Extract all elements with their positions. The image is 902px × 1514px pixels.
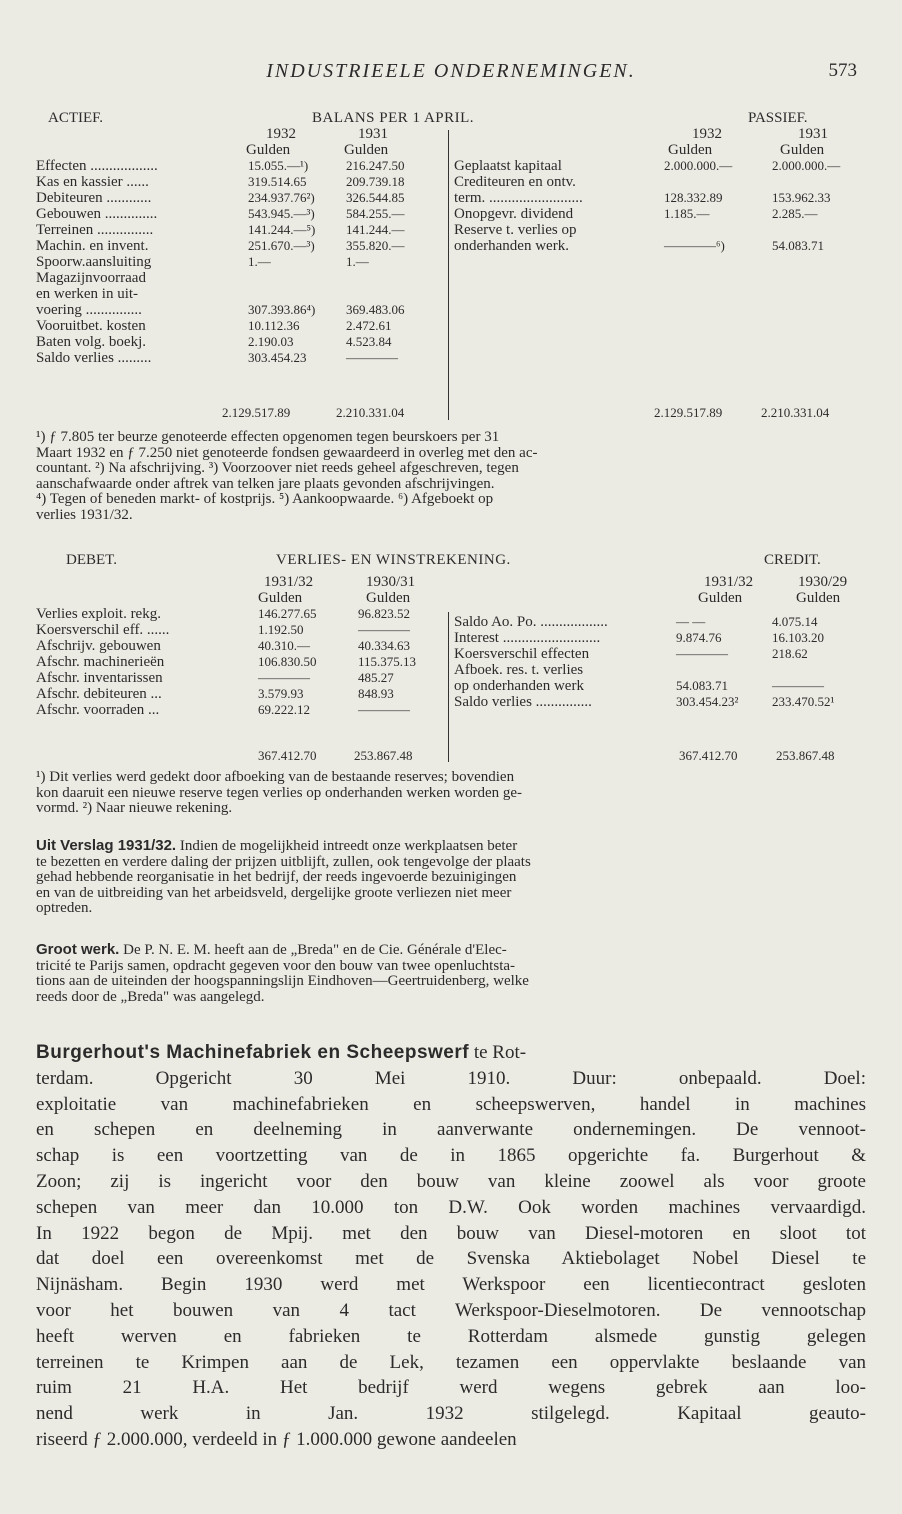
table-row xyxy=(454,158,866,174)
value-1931: 326.544.85 xyxy=(346,190,405,205)
value-1930-31: ———— xyxy=(358,622,410,637)
value-1932: 1.185.— xyxy=(664,206,710,221)
row-label: Onopgevr. dividend xyxy=(454,206,574,222)
value-1931: 355.820.— xyxy=(346,238,405,253)
table-row xyxy=(36,270,866,286)
value-1931-32: ———— xyxy=(258,670,310,685)
value-1932: 307.393.86⁴) xyxy=(248,302,316,317)
balance-totals-row xyxy=(36,405,866,421)
table-row xyxy=(454,646,866,662)
row-label: Vooruitbet. kosten xyxy=(36,318,146,334)
currency-row xyxy=(36,142,866,158)
value-1931: 153.962.33 xyxy=(772,190,831,205)
value-1931: 54.083.71 xyxy=(772,238,824,253)
row-label: Kas en kassier ...... xyxy=(36,174,149,190)
table-row xyxy=(454,174,866,190)
value-1930-31: ———— xyxy=(358,702,410,717)
table-row xyxy=(454,630,866,646)
table-row xyxy=(454,662,866,678)
running-title: INDUSTRIEELE ONDERNEMINGEN. xyxy=(266,60,636,82)
value-1931-32: 303.454.23² xyxy=(676,694,739,709)
value-1932: 141.244.—⁵) xyxy=(248,222,316,237)
table-row xyxy=(454,678,866,694)
year-1931: 1931 xyxy=(358,126,388,142)
report-heading: Uit Verslag 1931/32. xyxy=(36,837,177,854)
value-1931-32: 40.310.— xyxy=(258,638,310,653)
row-label: Verlies exploit. rekg. xyxy=(36,606,161,622)
table-row xyxy=(454,222,866,238)
paragraph-line: heeft werven en fabrieken te Rotterdam alsmede gunstig gelegen xyxy=(36,1325,866,1347)
value-1930-31: 115.375.13 xyxy=(358,654,417,669)
value-1932: 10.112.36 xyxy=(248,318,300,333)
column-divider xyxy=(448,130,449,420)
paragraph-line: dat doel een overeenkomst met de Svenska Aktiebolaget Nobel Diesel te xyxy=(36,1248,866,1270)
footnote-line: ⁴) Tegen of beneden markt- of kostprijs. ⁵) Aankoopwaarde. ⁶) Afgeboekt op xyxy=(36,491,494,507)
passief-rows xyxy=(454,158,866,254)
profit-loss-account xyxy=(36,552,866,762)
company-name: Burgerhout's Machinefabriek en Scheepswerf xyxy=(36,1042,470,1063)
value-1932: 303.454.23 xyxy=(248,350,307,365)
table-row xyxy=(454,206,866,222)
value-1932: 2.000.000.— xyxy=(664,158,733,173)
row-label: Saldo Ao. Po. .................. xyxy=(454,614,608,630)
balance-title-row xyxy=(36,110,866,126)
row-label: Debiteuren ............ xyxy=(36,190,152,206)
paragraph-line: De P. N. E. M. heeft aan de „Breda" en de Cie. Générale d'Elec- xyxy=(123,942,507,958)
row-label: Reserve t. verlies op xyxy=(454,222,577,238)
table-row xyxy=(454,190,866,206)
value-1931: 141.244.— xyxy=(346,222,405,237)
table-row xyxy=(36,302,866,318)
value-1931: 4.523.84 xyxy=(346,334,392,349)
debet-total-a: 367.412.70 xyxy=(258,748,317,763)
page-number: 573 xyxy=(828,60,857,81)
company-entry xyxy=(36,1040,866,1453)
paragraph-line: reeds door de „Breda" was aangelegd. xyxy=(36,988,265,1005)
year-row xyxy=(36,126,866,142)
row-label: Spoorw.aansluiting xyxy=(36,254,152,270)
actief-total-1932: 2.129.517.89 xyxy=(222,405,291,420)
value-1931-32: ———— xyxy=(676,646,728,661)
currency-label: Gulden xyxy=(698,590,743,606)
row-label: Machin. en invent. xyxy=(36,238,149,254)
row-label: Geplaatst kapitaal xyxy=(454,158,562,174)
value-1932: 1.— xyxy=(248,254,271,269)
table-row xyxy=(454,694,866,710)
value-1932: 15.055.—¹) xyxy=(248,158,309,173)
value-1931: 209.739.18 xyxy=(346,174,405,189)
value-1930-29: 233.470.52¹ xyxy=(772,694,835,709)
value-1932: 319.514.65 xyxy=(248,174,307,189)
major-work-note xyxy=(36,942,866,1005)
paragraph-line: Nijnäsham. Begin 1930 werd met Werkspoor een licentiecontract gesloten xyxy=(36,1274,866,1296)
row-label: Saldo verlies ............... xyxy=(454,694,592,710)
value-1931-32: 146.277.65 xyxy=(258,606,317,621)
table-row xyxy=(36,334,866,350)
passief-total-1931: 2.210.331.04 xyxy=(761,405,830,420)
table-row xyxy=(36,254,866,270)
value-1931-32: 54.083.71 xyxy=(676,678,728,693)
footnote-line: ¹) Dit verlies werd gedekt door afboeking van de bestaande reserves; bovendien xyxy=(36,769,515,785)
value-1931: ———— xyxy=(346,350,398,365)
paragraph-line: riseerd ƒ 2.000.000, verdeeld in ƒ 1.000.000 gewone aandeelen xyxy=(36,1428,517,1450)
passief-total-1932: 2.129.517.89 xyxy=(654,405,723,420)
paragraph-line: ruim 21 H.A. Het bedrijf werd wegens gebrek aan loo- xyxy=(36,1377,866,1399)
row-label: Magazijnvoorraad xyxy=(36,270,146,286)
value-1931-32: — — xyxy=(676,614,706,629)
row-label: Terreinen ............... xyxy=(36,222,154,238)
currency-label: Gulden xyxy=(258,590,303,606)
footnote-line: aanschafwaarde onder aftrek van telken jare plaats gevonden afschrijvingen. xyxy=(36,475,495,492)
row-label: onderhanden werk. xyxy=(454,238,569,254)
value-1931-32: 69.222.12 xyxy=(258,702,310,717)
vw-title-row xyxy=(36,552,866,568)
value-1931-32: 9.874.76 xyxy=(676,630,722,645)
row-label: voering ............... xyxy=(36,302,142,318)
paragraph-line: tricité te Parijs samen, opdracht gegeven voor den bouw van twee openluchtsta- xyxy=(36,957,516,974)
row-label: Afschr. voorraden ... xyxy=(36,702,160,718)
table-row xyxy=(36,350,866,366)
paragraph-line: voor het bouwen van 4 tact Werkspoor-Dieselmotoren. De vennootschap xyxy=(36,1299,866,1321)
year-1931-32: 1931/32 xyxy=(264,574,314,590)
row-label: Afschrijv. gebouwen xyxy=(36,638,161,654)
row-label: Afschr. machinerieën xyxy=(36,654,165,670)
value-1930-31: 848.93 xyxy=(358,686,394,701)
row-label: op onderhanden werk xyxy=(454,678,584,694)
vw-totals-row xyxy=(36,748,866,764)
paragraph-line: te bezetten en verdere daling der prijzen uitblijft, zullen, ook tengevolge der plaats xyxy=(36,853,531,870)
year-1930-29: 1930/29 xyxy=(798,574,848,590)
profit-loss-footnotes xyxy=(36,770,866,817)
year-1932: 1932 xyxy=(692,126,722,142)
paragraph-line xyxy=(36,1040,866,1066)
row-label: Crediteuren en ontv. xyxy=(454,174,576,190)
vw-currency-row xyxy=(36,590,866,606)
debet-label: DEBET. xyxy=(66,552,117,568)
vw-title: VERLIES- EN WINSTREKENING. xyxy=(276,552,511,568)
row-label: Koersverschil effecten xyxy=(454,646,590,662)
paragraph-text: te Rot- xyxy=(469,1042,527,1063)
major-work-heading: Groot werk. xyxy=(36,941,120,958)
value-1930-29: ———— xyxy=(772,678,824,693)
paragraph-line: exploitatie van machinefabrieken en scheepswerven, handel in machines xyxy=(36,1093,866,1115)
paragraph-line: en schepen en deelneming in aanverwante ondernemingen. De vennoot- xyxy=(36,1119,866,1141)
footnote-line: Maart 1932 en ƒ 7.250 niet genoteerde fondsen gewaardeerd in overleg met den ac- xyxy=(36,444,538,461)
value-1930-31: 485.27 xyxy=(358,670,394,685)
balance-title: BALANS PER 1 APRIL. xyxy=(312,110,475,126)
paragraph-line: terreinen te Krimpen aan de Lek, tezamen een oppervlakte beslaande van xyxy=(36,1351,866,1373)
value-1931-32: 3.579.93 xyxy=(258,686,304,701)
value-1931: 369.483.06 xyxy=(346,302,405,317)
value-1931: 2.000.000.— xyxy=(772,158,841,173)
paragraph-line: Zoon; zij is ingericht voor den bouw van kleine zoowel als voor groote xyxy=(36,1170,866,1192)
row-label: Koersverschil eff. ...... xyxy=(36,622,170,638)
footnote-line: vormd. ²) Naar nieuwe rekening. xyxy=(36,800,233,816)
currency-label: Gulden xyxy=(796,590,841,606)
value-1931: 2.472.61 xyxy=(346,318,392,333)
currency-label: Gulden xyxy=(344,142,389,158)
value-1931: 2.285.— xyxy=(772,206,818,221)
year-1931: 1931 xyxy=(798,126,828,142)
page-header xyxy=(0,60,902,90)
actief-total-1931: 2.210.331.04 xyxy=(336,405,405,420)
credit-label: CREDIT. xyxy=(764,552,821,568)
value-1930-31: 40.334.63 xyxy=(358,638,410,653)
credit-rows xyxy=(454,614,866,710)
paragraph-line: In 1922 begon de Mpij. met den bouw van Diesel-motoren en sloot tot xyxy=(36,1222,866,1244)
company-body xyxy=(36,1066,866,1453)
balance-sheet xyxy=(36,110,866,420)
paragraph-line: optreden. xyxy=(36,900,93,916)
value-1931: 1.— xyxy=(346,254,369,269)
value-1930-29: 4.075.14 xyxy=(772,614,818,629)
paragraph-line: tions aan de uiteinden der hoogspanningslijn Eindhoven—Geertruidenberg, welke xyxy=(36,973,529,989)
value-1931: 584.255.— xyxy=(346,206,405,221)
balance-footnotes xyxy=(36,430,866,523)
value-1932: ————⁶) xyxy=(664,238,725,253)
column-divider xyxy=(448,612,449,762)
row-label: Afschr. debiteuren ... xyxy=(36,686,162,702)
currency-label: Gulden xyxy=(366,590,411,606)
row-label: Baten volg. boekj. xyxy=(36,334,146,350)
row-label: Saldo verlies ......... xyxy=(36,350,152,366)
paragraph-line: schap is een voortzetting van de in 1865 opgerichte fa. Burgerhout & xyxy=(36,1145,866,1167)
paragraph-line: schepen van meer dan 10.000 ton D.W. Ook worden machines vervaardigd. xyxy=(36,1196,866,1218)
table-row xyxy=(36,286,866,302)
year-1930-31: 1930/31 xyxy=(366,574,416,590)
footnote-line: verlies 1931/32. xyxy=(36,506,133,523)
row-label: Afschr. inventarissen xyxy=(36,670,163,686)
paragraph-line: en van de uitbreiding van het arbeidsveld, dergelijke groote verliezen niet meer xyxy=(36,884,512,901)
row-label: Gebouwen .............. xyxy=(36,206,158,222)
credit-total-b: 253.867.48 xyxy=(776,748,835,763)
row-label: Afboek. res. t. verlies xyxy=(454,662,584,678)
footnote-line: kon daaruit een nieuwe reserve tegen verlies op onderhanden werken worden ge- xyxy=(36,784,523,801)
value-1932: 128.332.89 xyxy=(664,190,723,205)
paragraph-line: gehad hebbende reorganisatie in het bedrijf, der reeds ingevoerde bezuinigingen xyxy=(36,869,517,885)
vw-year-row xyxy=(36,574,866,590)
year-1931-32: 1931/32 xyxy=(704,574,754,590)
footnote-line: countant. ²) Na afschrijving. ³) Voorzoover niet reeds geheel afgeschreven, tegen xyxy=(36,460,519,476)
footnote-line: ¹) ƒ 7.805 ter beurze genoteerde effecten opgenomen tegen beurskoers per 31 xyxy=(36,429,500,445)
currency-label: Gulden xyxy=(668,142,713,158)
table-row xyxy=(36,318,866,334)
value-1930-31: 96.823.52 xyxy=(358,606,410,621)
paragraph-line: nend werk in Jan. 1932 stilgelegd. Kapitaal geauto- xyxy=(36,1403,866,1425)
paragraph-line: terdam. Opgericht 30 Mei 1910. Duur: onbepaald. Doel: xyxy=(36,1067,866,1089)
row-label: en werken in uit- xyxy=(36,286,139,302)
table-row xyxy=(454,238,866,254)
passief-label: PASSIEF. xyxy=(748,110,808,126)
value-1932: 251.670.—³) xyxy=(248,238,315,253)
paragraph-line: Indien de mogelijkheid intreedt onze werkplaatsen beter xyxy=(179,838,518,854)
value-1930-29: 16.103.20 xyxy=(772,630,824,645)
currency-label: Gulden xyxy=(780,142,825,158)
row-label: Interest .......................... xyxy=(454,630,601,646)
actief-label: ACTIEF. xyxy=(48,110,104,126)
row-label: term. ......................... xyxy=(454,190,583,206)
value-1931-32: 106.830.50 xyxy=(258,654,317,669)
currency-label: Gulden xyxy=(246,142,291,158)
report-excerpt xyxy=(36,838,866,917)
value-1932: 543.945.—³) xyxy=(248,206,315,221)
value-1932: 2.190.03 xyxy=(248,334,294,349)
table-row xyxy=(454,614,866,630)
year-1932: 1932 xyxy=(266,126,296,142)
row-label: Effecten .................. xyxy=(36,158,158,174)
value-1931: 216.247.50 xyxy=(346,158,405,173)
debet-total-b: 253.867.48 xyxy=(354,748,413,763)
value-1930-29: 218.62 xyxy=(772,646,808,661)
value-1931-32: 1.192.50 xyxy=(258,622,304,637)
value-1932: 234.937.76²) xyxy=(248,190,315,205)
credit-total-a: 367.412.70 xyxy=(679,748,738,763)
